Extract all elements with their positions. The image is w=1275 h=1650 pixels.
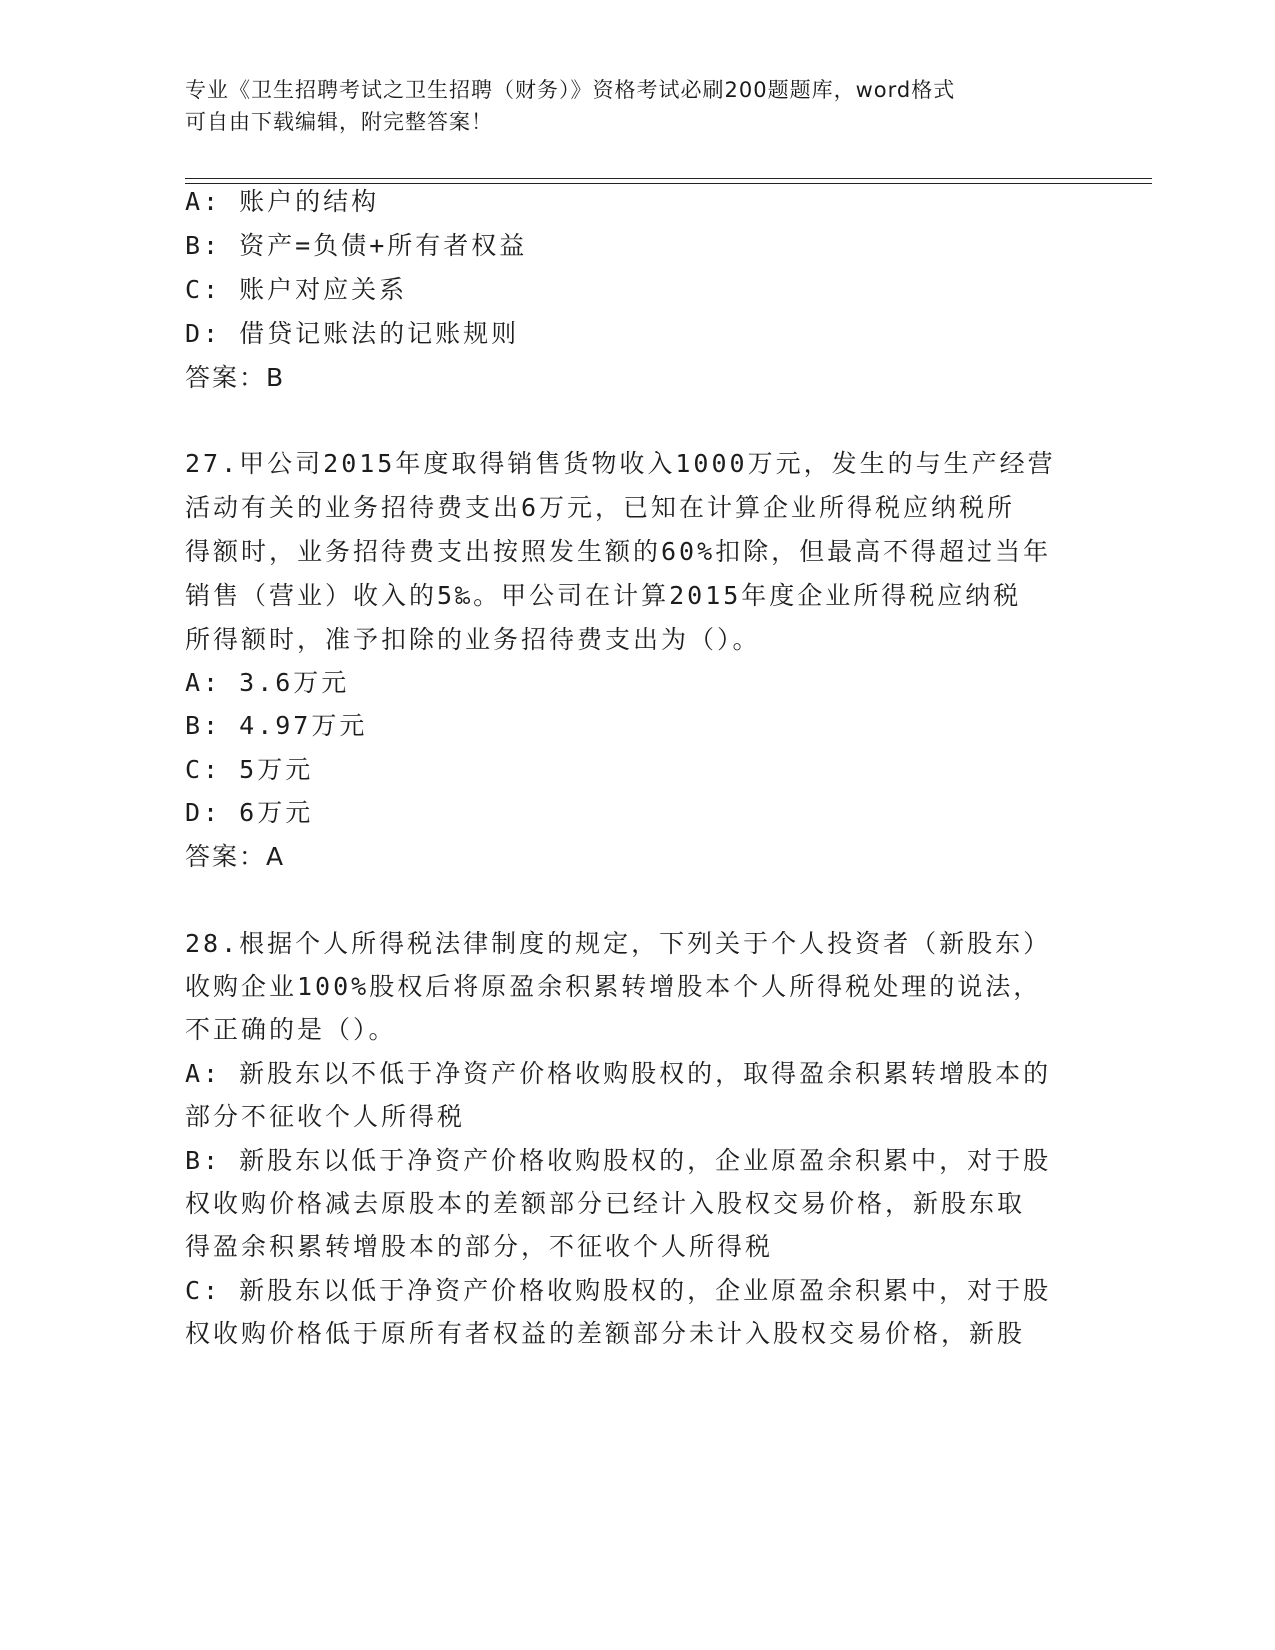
q27-stem-line: 27.甲公司2015年度取得销售货物收入1000万元，发生的与生产经营 xyxy=(185,449,1056,478)
q27-stem-line: 所得额时，准予扣除的业务招待费支出为（）。 xyxy=(185,625,761,654)
q26-option-c: C: 账户对应关系 xyxy=(185,275,408,304)
q28-option-c-line: C: 新股东以低于净资产价格收购股权的，企业原盈余积累中，对于股 xyxy=(185,1276,1052,1305)
q27-option-c: C: 5万元 xyxy=(185,755,314,784)
q26-option-a: A: 账户的结构 xyxy=(185,187,380,216)
q27-stem-line: 销售（营业）收入的5‰。甲公司在计算2015年度企业所得税应纳税 xyxy=(185,581,1022,610)
q28-option-b-line: 权收购价格减去原股本的差额部分已经计入股权交易价格，新股东取 xyxy=(185,1189,1026,1218)
q28-option-a-line: A: 新股东以不低于净资产价格收购股权的，取得盈余积累转增股本的 xyxy=(185,1059,1052,1088)
header-line-2: 可自由下载编辑，附完整答案！ xyxy=(185,110,493,134)
q28-stem-line: 收购企业100%股权后将原盈余积累转增股本个人所得税处理的说法， xyxy=(185,972,1042,1001)
q26-option-d: D: 借贷记账法的记账规则 xyxy=(185,319,520,348)
q26-option-b: B: 资产=负债+所有者权益 xyxy=(185,231,528,260)
page-header xyxy=(185,74,1065,138)
q27-option-d: D: 6万元 xyxy=(185,798,314,827)
q28-option-b-line: 得盈余积累转增股本的部分，不征收个人所得税 xyxy=(185,1232,774,1261)
q27-stem-line: 得额时，业务招待费支出按照发生额的60%扣除，但最高不得超过当年 xyxy=(185,537,1052,566)
q27-answer: 答案：A xyxy=(185,842,286,871)
q28-option-a-line: 部分不征收个人所得税 xyxy=(185,1102,466,1131)
q27-stem-line: 活动有关的业务招待费支出6万元，已知在计算企业所得税应纳税所 xyxy=(185,493,1016,522)
q27-option-a: A: 3.6万元 xyxy=(185,668,350,697)
q28-option-c-line: 权收购价格低于原所有者权益的差额部分未计入股权交易价格，新股 xyxy=(185,1319,1026,1348)
q27-option-b: B: 4.97万元 xyxy=(185,711,368,740)
q28-stem-line: 28.根据个人所得税法律制度的规定，下列关于个人投资者（新股东） xyxy=(185,929,1052,958)
q28-stem-line: 不正确的是（）。 xyxy=(185,1015,397,1044)
header-line-1: 专业《卫生招聘考试之卫生招聘（财务）》资格考试必刷200题题库，word格式 xyxy=(185,78,956,102)
q28-option-b-line: B: 新股东以低于净资产价格收购股权的，企业原盈余积累中，对于股 xyxy=(185,1146,1052,1175)
q26-answer: 答案：B xyxy=(185,363,286,392)
